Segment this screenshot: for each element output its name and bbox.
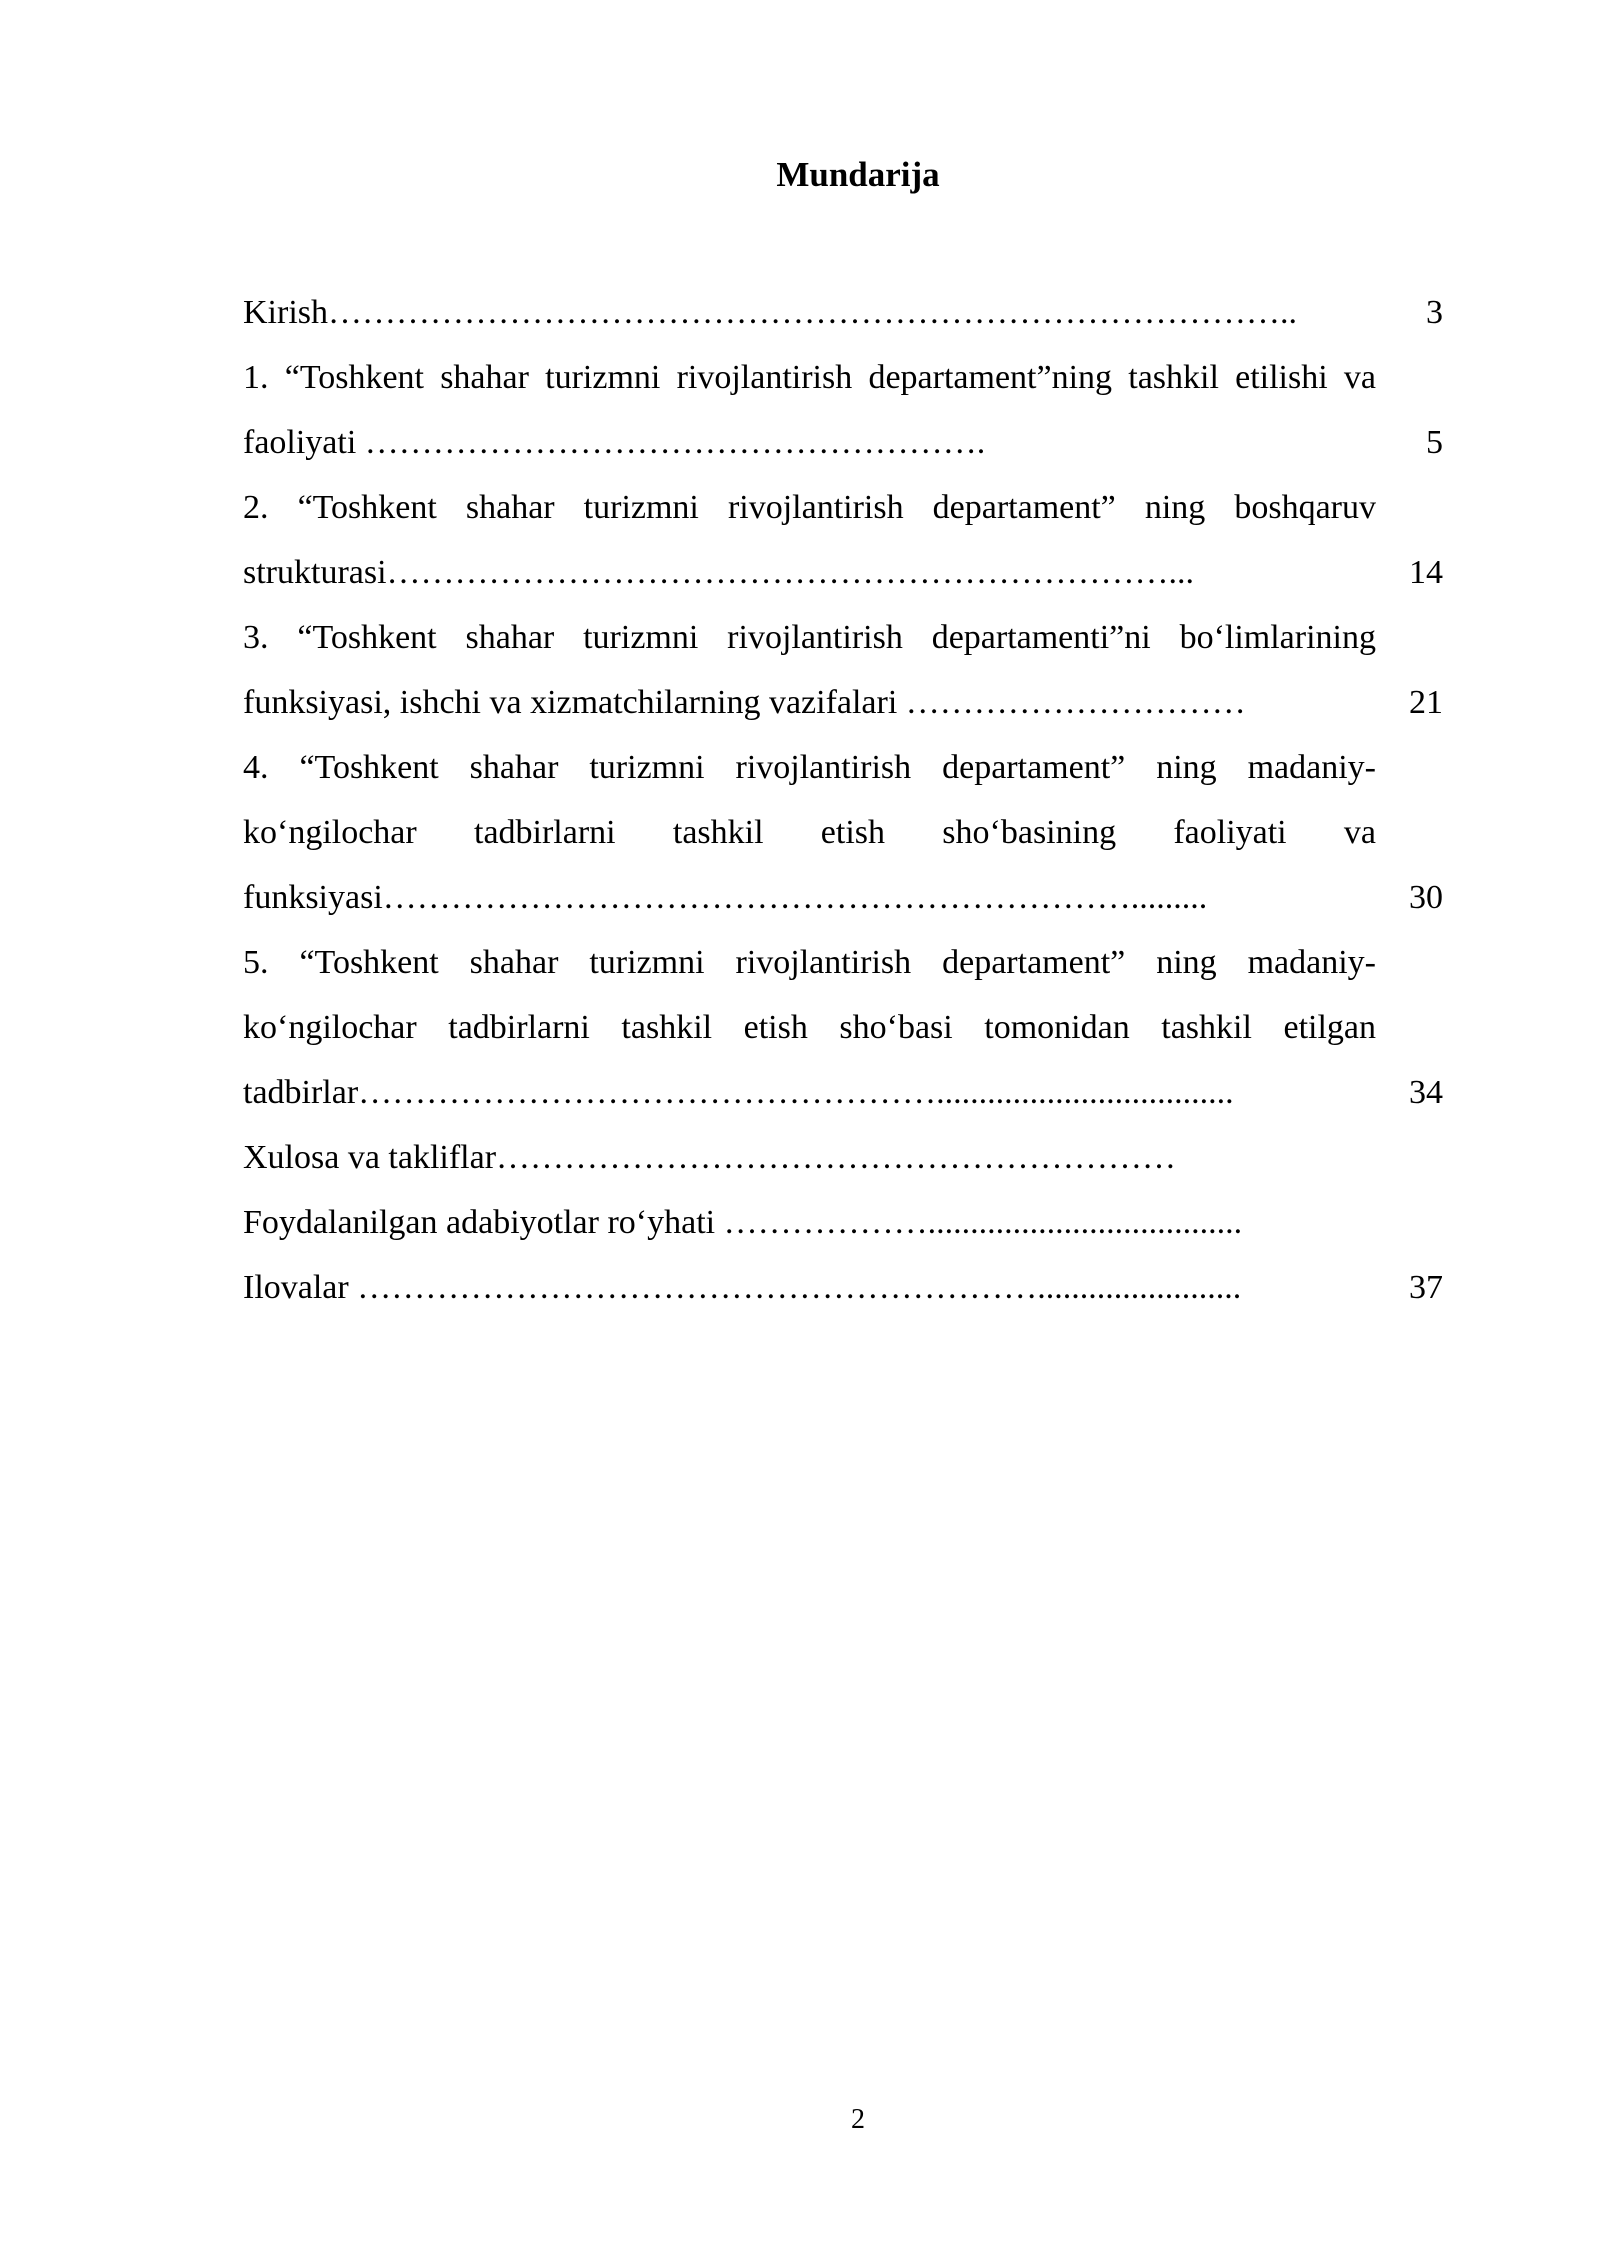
toc-entry-text: 4. “Toshkent shahar turizmni rivojlantirish departament” ning madaniy-ko‘ngilochar tadbirlarni tashkil etish sho‘basining faoliyati va funksiyasi…………………………………………………………......... bbox=[243, 749, 1376, 916]
toc-entry-text: 1. “Toshkent shahar turizmni rivojlantirish departament”ning tashkil etilishi va faoliyati ………………………………………………. bbox=[243, 359, 1376, 461]
toc-entry-page: 37 bbox=[1409, 1269, 1443, 1306]
toc-entry-page: 3 bbox=[1426, 294, 1443, 331]
toc-entry-references[interactable] bbox=[243, 1190, 1443, 1255]
toc-entry-page: 30 bbox=[1409, 879, 1443, 916]
toc-entry-chapter-1[interactable] bbox=[243, 345, 1443, 475]
page-number: 2 bbox=[851, 2104, 865, 2135]
toc-entry-text: 2. “Toshkent shahar turizmni rivojlantirish departament” ning boshqaruv strukturasi……………………………………………………………... bbox=[243, 489, 1376, 591]
toc-entry-introduction[interactable] bbox=[243, 280, 1443, 345]
toc-entry-text: Kirish………………………………………………………………………….. bbox=[243, 294, 1297, 331]
toc-entry-chapter-4[interactable] bbox=[243, 735, 1443, 930]
page-title: Mundarija bbox=[776, 155, 940, 194]
toc-entry-chapter-2[interactable] bbox=[243, 475, 1443, 605]
toc-entry-chapter-5[interactable] bbox=[243, 930, 1443, 1125]
toc-entry-text: 3. “Toshkent shahar turizmni rivojlantirish departamenti”ni bo‘limlarining funksiyasi, ishchi va xizmatchilarning vazifalari ………………………… bbox=[243, 619, 1376, 721]
toc-entry-conclusion[interactable] bbox=[243, 1125, 1443, 1190]
toc-entry-text: Ilovalar ……………………………………………………........................ bbox=[243, 1269, 1242, 1306]
toc-entry-text: Xulosa va takliflar…………………………………………………… bbox=[243, 1139, 1177, 1176]
toc-entry-page: 34 bbox=[1409, 1074, 1443, 1111]
toc-entry-text: 5. “Toshkent shahar turizmni rivojlantirish departament” ning madaniy-ko‘ngilochar tadbirlarni tashkil etish sho‘basi tomonidan tashkil etilgan tadbirlar……………………………………………................................... bbox=[243, 944, 1376, 1111]
table-of-contents bbox=[243, 280, 1443, 1320]
toc-entry-appendices[interactable] bbox=[243, 1255, 1443, 1320]
toc-entry-page: 14 bbox=[1409, 554, 1443, 591]
toc-entry-text: Foydalanilgan adabiyotlar ro‘yhati ………………..................................... bbox=[243, 1204, 1243, 1241]
toc-entry-page: 21 bbox=[1409, 684, 1443, 721]
toc-entry-page: 5 bbox=[1426, 424, 1443, 461]
toc-entry-chapter-3[interactable] bbox=[243, 605, 1443, 735]
